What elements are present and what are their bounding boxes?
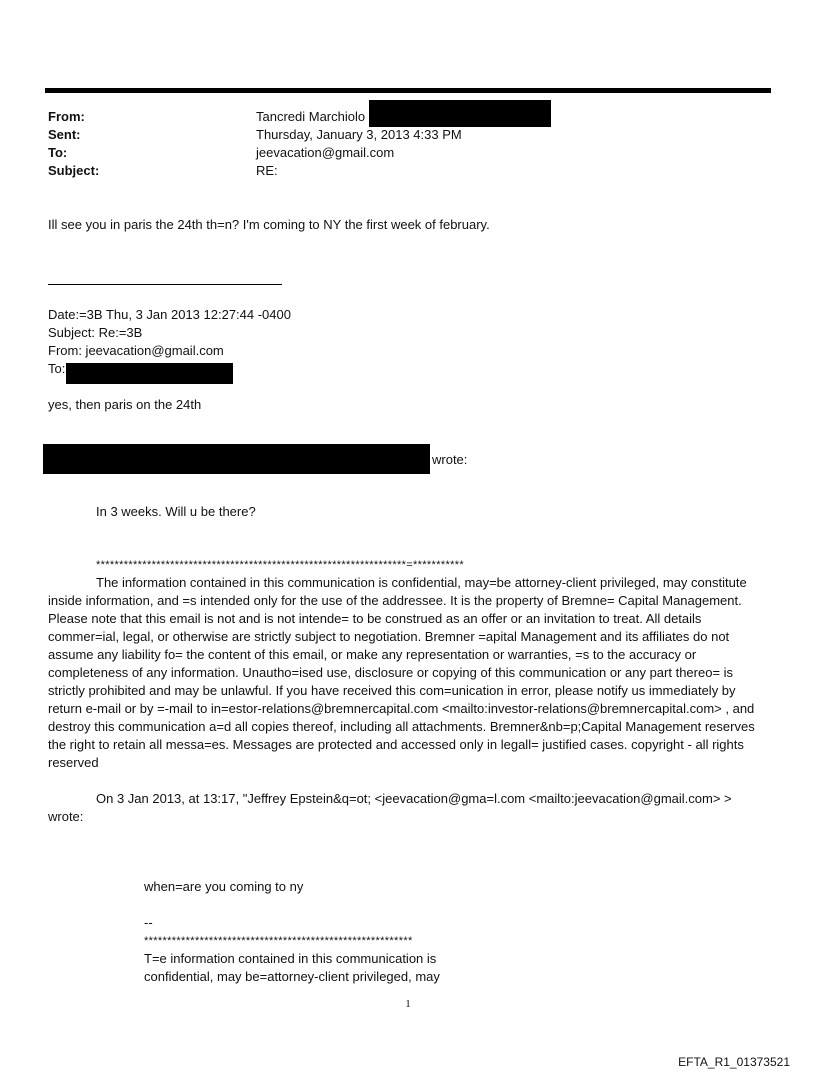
quoted-to: To: <box>48 361 66 376</box>
quoted-from: From: jeevacation@gmail.com <box>48 343 224 358</box>
asterisk-divider: *******************************************************************=*********** <box>96 559 464 571</box>
signature-dashes: -- <box>144 915 153 930</box>
redaction-bar <box>66 363 233 384</box>
sent-label: Sent: <box>48 127 81 142</box>
to-value: jeevacation@gmail.com <box>256 145 395 160</box>
redaction-bar <box>43 444 430 474</box>
subject-label: Subject: <box>48 163 100 178</box>
confidentiality-disclaimer: T=e information contained in this communication is confidential, may be=attorney-client privileged, may <box>144 951 440 984</box>
quoted-subject: Subject: Re:=3B <box>48 325 143 340</box>
quoted-message: yes, then paris on the 24th <box>48 397 202 412</box>
from-value: Tancredi Marchiolo <box>256 109 366 124</box>
quote-separator <box>48 284 282 285</box>
from-label: From: <box>48 109 85 124</box>
reply-body: Ill see you in paris the 24th th=n? I'm coming to NY the first week of february. <box>48 217 490 232</box>
subject-value: RE: <box>256 163 278 178</box>
to-label: To: <box>48 145 68 160</box>
redaction-bar <box>369 100 551 127</box>
quoted-date: Date:=3B Thu, 3 Jan 2013 12:27:44 -0400 <box>48 307 291 322</box>
quoted-message: when=are you coming to ny <box>144 879 304 894</box>
top-rule <box>45 88 771 93</box>
quoted-on-line: On 3 Jan 2013, at 13:17, "Jeffrey Epstein&q=ot; <jeevacation@gma=l.com <mailto:jeevacation@gmail.com> > wrote: <box>48 791 732 824</box>
wrote-label: wrote: <box>432 452 468 467</box>
page-number: 1 <box>405 998 411 1010</box>
quoted-message: In 3 weeks. Will u be there? <box>96 504 256 519</box>
document-id: EFTA_R1_01373521 <box>678 1055 790 1069</box>
asterisk-divider: ********************************************************** <box>144 935 413 947</box>
confidentiality-disclaimer: The information contained in this communication is confidential, may=be attorney-client privileged, may constitute inside information, and =s intended only for the use of the addressee. It is the property of Bremne= Capital Management. Please note that this email is not and is not intende= to be construed as an offer or an invitation to treat. All details commer=ial, legal, or otherwise are strictly subject to negotiation. Bremner =apital Management and its affiliates do not assume any liability fo= the content of this email, or make any representation or warranties, =s to the accuracy or completeness of any information. Unautho=ised use, disclosure or copying of this communication or any part thereo= is strictly prohibited and may be unlawful. If you have received this com=unication in error, please notify us immediately by return e-mail or by =-mail to in=estor-relations@bremnercapital.com <mailto:investor-relations@bremnercapital.com> , and destroy this communication a=d all copies thereof, including all attachments. Bremner&nb=p;Capital Management reserves the right to retain all messa=es. Messages are protected and accessed only in legall= justified cases. copyright - all rights reserved <box>48 575 755 770</box>
sent-value: Thursday, January 3, 2013 4:33 PM <box>256 127 462 142</box>
